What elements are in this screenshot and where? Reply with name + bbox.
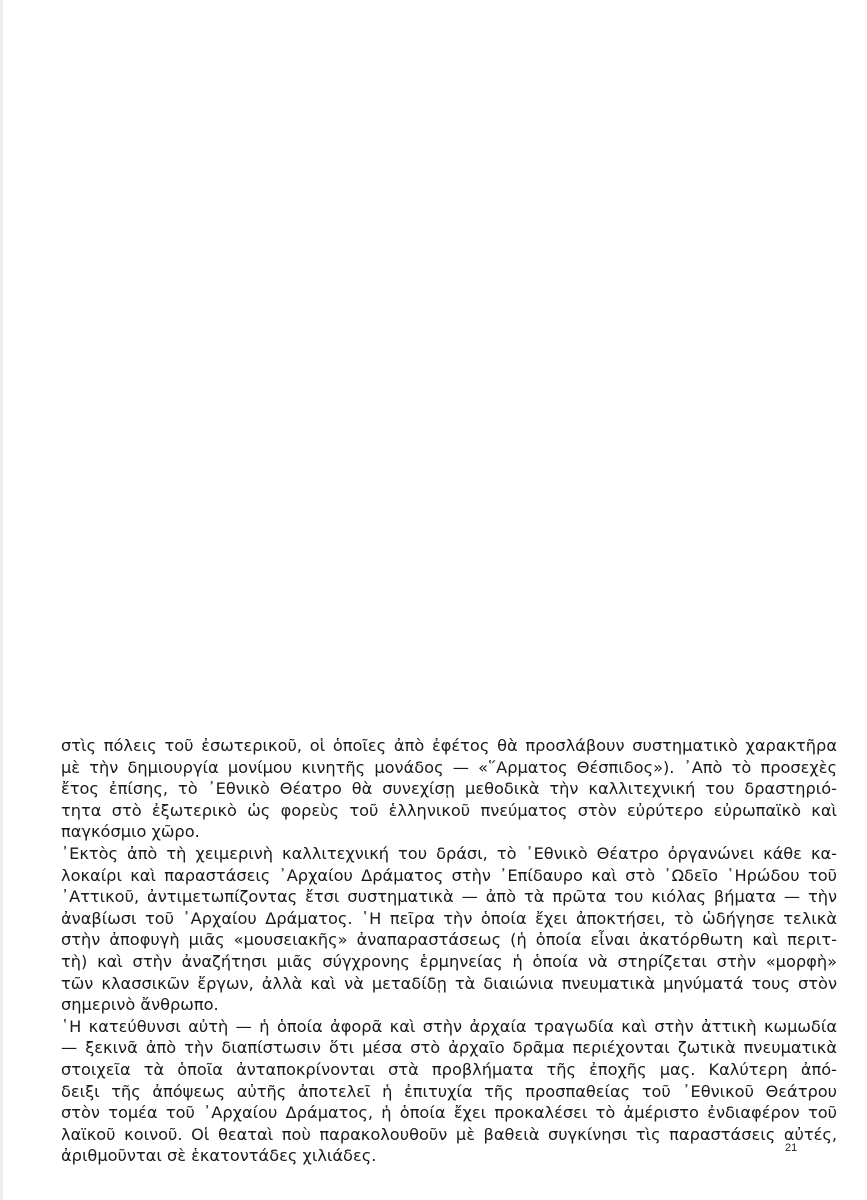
text-line: τητα στὸ ἐξωτερικὸ ὡς φορεὺς τοῦ ἑλληνικοῦ πνεύματος στὸν εὐρύτερο εὐρωπαϊκὸ καὶ [61,800,837,820]
page-number: 21 [785,1142,798,1154]
text-line: λοκαίρι καὶ παραστάσεις ᾿Αρχαίου Δράματος στὴν ᾿Επίδαυρο καὶ στὸ ᾿Ωδεῖο ῾Ηρώδου τοῦ [61,865,837,885]
text-line: ᾿Εκτὸς ἀπὸ τὴ χειμερινὴ καλλιτεχνική του δράσι, τὸ ᾿Εθνικὸ Θέατρο ὀργανώνει κάθε κα- [61,843,837,863]
body-text [61,735,837,1167]
text-line: τῶν κλασσικῶν ἔργων, ἀλλὰ καὶ νὰ μεταδίδῃ τὰ διαιώνια πνευματικὰ μηνύματά τους στὸν [61,973,837,993]
text-line: στὴν ἀποφυγὴ μιᾶς «μουσειακῆς» ἀναπαραστάσεως (ἡ ὁποία εἶναι ἀκατόρθωτη καὶ περιτ- [61,930,837,950]
text-line: ἀριθμοῦνται σὲ ἑκατοντάδες χιλιάδες. [61,1146,377,1166]
text-line: μὲ τὴν δημιουργία μονίμου κινητῆς μονάδος — «῞Αρματος Θέσπιδος»). ᾿Απὸ τὸ προσεχὲς [61,757,837,777]
text-line: στὶς πόλεις τοῦ ἐσωτερικοῦ, οἱ ὁποῖες ἀπὸ ἐφέτος θὰ προσλάβουν συστηματικὸ χαρακτῆρα [61,736,837,755]
text-line: — ξεκινᾶ ἀπὸ τὴν διαπίστωσιν ὅτι μέσα στὸ ἀρχαῖο δρᾶμα περιέχονται ζωτικὰ πνευματικὰ [61,1038,837,1058]
text-line: ῾Η κατεύθυνσι αὐτὴ — ἡ ὁποία ἀφορᾶ καὶ στὴν ἀρχαία τραγωδία καὶ στὴν ἀττικὴ κωμωδία [61,1016,837,1036]
text-line: τὴ) καὶ στὴν ἀναζήτησι μιᾶς σύγχρονης ἑρμηνείας ἡ ὁποία νὰ στηρίζεται στὴν «μορφὴ» [61,951,837,971]
text-line: ἔτος ἐπίσης, τὸ ᾿Εθνικὸ Θέατρο θὰ συνεχίσῃ μεθοδικὰ τὴν καλλιτεχνική του δραστηριό- [61,779,837,799]
text-line: σημερινὸ ἄνθρωπο. [61,995,219,1015]
text-line: ᾿Αττικοῦ, ἀντιμετωπίζοντας ἔτσι συστηματικὰ — ἀπὸ τὰ πρῶτα του κιόλας βήματα — τὴν [61,887,837,907]
page-edge-shadow [0,0,3,1200]
text-line: στοιχεῖα τὰ ὁποῖα ἀνταποκρίνονται στὰ προβλήματα τῆς ἐποχῆς μας. Καλύτερη ἀπό- [61,1059,837,1079]
text-line: δειξι τῆς ἀπόψεως αὐτῆς ἀποτελεῖ ἡ ἐπιτυχία τῆς προσπαθείας τοῦ ᾿Εθνικοῦ Θεάτρου [61,1081,837,1101]
text-line: στὸν τομέα τοῦ ᾿Αρχαίου Δράματος, ἡ ὁποία ἔχει προκαλέσει τὸ ἀμέριστο ἐνδιαφέρον τοῦ [61,1103,837,1123]
text-line: παγκόσμιο χῶρο. [61,822,200,842]
text-line: λαϊκοῦ κοινοῦ. Οἱ θεαταὶ ποὺ παρακολουθοῦν μὲ βαθειὰ συγκίνησι τὶς παραστάσεις αὐτές, [61,1124,837,1144]
text-line: ἀναβίωσι τοῦ ᾿Αρχαίου Δράματος. ῾Η πεῖρα τὴν ὁποία ἔχει ἀποκτήσει, τὸ ὡδήγησε τελικὰ [61,908,837,928]
